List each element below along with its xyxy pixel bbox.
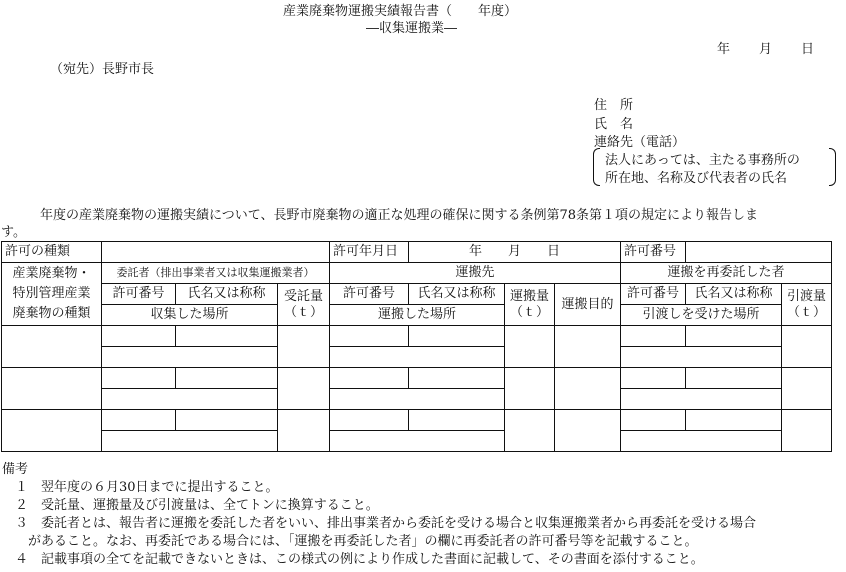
report-title: 産業廃棄物運搬実績報告書（ 年度） (283, 4, 518, 19)
note-2: ２ 受託量、運搬量及び引渡量は、全てトンに換算すること。 (2, 498, 379, 513)
entry-handover-place[interactable] (621, 347, 782, 368)
corp-note-1: 法人にあっては、主たる事務所の (605, 153, 800, 168)
consignor-name-header: 氏名又は称称 (176, 284, 278, 305)
transport-qty-unit: （ｔ） (510, 304, 550, 320)
license-date-label: 許可年月日 (330, 242, 409, 263)
entry-transported-place[interactable] (330, 431, 505, 452)
entry-delivered-qty[interactable] (782, 368, 832, 410)
entry-dest-permit[interactable] (330, 410, 409, 431)
entry-transport-qty[interactable] (505, 410, 555, 452)
delivered-qty-header (782, 284, 832, 326)
report-table (1, 241, 832, 452)
entry-dest-name[interactable] (409, 326, 505, 347)
entry-transported-place[interactable] (330, 347, 505, 368)
entry-dest-name[interactable] (409, 368, 505, 389)
entry-handover-place[interactable] (621, 431, 782, 452)
entry-delivered-qty[interactable] (782, 410, 832, 452)
entry-handover-place[interactable] (621, 389, 782, 410)
transported-place-header: 運搬した場所 (330, 305, 505, 326)
entry-reconsign-permit[interactable] (621, 368, 686, 389)
left-brace (593, 148, 600, 186)
statement-line-2: す。 (1, 225, 26, 240)
entry-purpose[interactable] (555, 326, 621, 368)
entry-received-qty[interactable] (278, 368, 330, 410)
entry-waste-type[interactable] (2, 410, 102, 452)
license-date-field[interactable]: 年 月 日 (409, 242, 621, 263)
entry-consignor-name[interactable] (176, 368, 278, 389)
note-4: ４ 記載事項の全てを記載できないときは、この様式の例により作成した書面に記載して、その書面を添付すること。 (2, 552, 704, 567)
consignor-permit-no-header: 許可番号 (102, 284, 176, 305)
collected-place-header: 収集した場所 (102, 305, 278, 326)
entry-dest-name[interactable] (409, 410, 505, 431)
handover-place-header: 引渡しを受けた場所 (621, 305, 782, 326)
entry-received-qty[interactable] (278, 326, 330, 368)
entry-purpose[interactable] (555, 410, 621, 452)
entry-transport-qty[interactable] (505, 368, 555, 410)
delivered-qty-unit: （ｔ） (787, 304, 827, 320)
notes-section (2, 461, 756, 569)
received-qty-unit: （ｔ） (284, 304, 324, 320)
entry-reconsign-permit[interactable] (621, 410, 686, 431)
notes-heading: 備考 (2, 462, 29, 477)
entry-purpose[interactable] (555, 368, 621, 410)
date-line: 年 月 日 (717, 42, 816, 57)
entry-transport-qty[interactable] (505, 326, 555, 368)
reconsign-header: 運搬を再委託した者 (621, 263, 832, 284)
received-qty-label: 受託量 (284, 288, 324, 304)
reconsign-name-header: 氏名又は称称 (686, 284, 782, 305)
waste-type-line-1: 産業廃棄物・ (12, 266, 91, 281)
contact-label: 連絡先（電話） (594, 135, 686, 150)
entry-collected-place[interactable] (102, 431, 278, 452)
note-3a: ３ 委託者とは、報告者に運搬を委託した者をいい、排出事業者から委託を受ける場合と収集運搬業者から再委託を受ける場合 (2, 516, 757, 531)
transport-qty-header (505, 284, 555, 326)
note-1: １ 翌年度の６月30日までに提出すること。 (2, 480, 279, 495)
corp-note-2: 所在地、名称及び代表者の氏名 (605, 171, 788, 186)
entry-consignor-permit[interactable] (102, 326, 176, 347)
received-qty-header (278, 284, 330, 326)
destination-header: 運搬先 (330, 263, 621, 284)
waste-type-line-2: 特別管理産業 (12, 286, 91, 301)
entry-waste-type[interactable] (2, 368, 102, 410)
entry-received-qty[interactable] (278, 410, 330, 452)
entry-reconsign-name[interactable] (686, 410, 782, 431)
entry-consignor-permit[interactable] (102, 368, 176, 389)
entry-reconsign-name[interactable] (686, 326, 782, 347)
purpose-header: 運搬目的 (555, 284, 621, 326)
entry-consignor-name[interactable] (176, 410, 278, 431)
entry-collected-place[interactable] (102, 389, 278, 410)
right-brace (829, 148, 836, 186)
license-no-label: 許可番号 (621, 242, 686, 263)
entry-delivered-qty[interactable] (782, 326, 832, 368)
entry-collected-place[interactable] (102, 347, 278, 368)
report-subtitle: ―収集運搬業― (366, 21, 458, 36)
entry-reconsign-name[interactable] (686, 368, 782, 389)
license-no-field[interactable] (686, 242, 832, 263)
name-label: 氏 名 (594, 117, 634, 132)
consignor-header: 委託者（排出事業者又は収集運搬業者） (102, 263, 330, 284)
entry-transported-place[interactable] (330, 389, 505, 410)
entry-consignor-permit[interactable] (102, 410, 176, 431)
entry-dest-permit[interactable] (330, 368, 409, 389)
entry-dest-permit[interactable] (330, 326, 409, 347)
addressee: （宛先）長野市長 (50, 62, 155, 77)
entry-consignor-name[interactable] (176, 326, 278, 347)
license-type-label: 許可の種類 (2, 242, 102, 263)
dest-name-header: 氏名又は称称 (409, 284, 505, 305)
dest-permit-no-header: 許可番号 (330, 284, 409, 305)
entry-reconsign-permit[interactable] (621, 326, 686, 347)
entry-waste-type[interactable] (2, 326, 102, 368)
license-type-field[interactable] (102, 242, 330, 263)
transport-qty-label: 運搬量 (510, 288, 550, 304)
statement-line-1: 年度の産業廃棄物の運搬実績について、長野市廃棄物の適正な処理の確保に関する条例第78条第１項の規定により報告しま (14, 208, 759, 223)
waste-type-line-3: 廃棄物の種類 (12, 306, 91, 321)
note-3b: があること。なお、再委託である場合には、「運搬を再委託した者」の欄に再委託者の許可番号等を記載すること。 (2, 534, 698, 549)
reconsign-permit-no-header: 許可番号 (621, 284, 686, 305)
delivered-qty-label: 引渡量 (787, 288, 827, 304)
waste-type-header (2, 263, 102, 326)
address-label: 住 所 (594, 98, 634, 113)
